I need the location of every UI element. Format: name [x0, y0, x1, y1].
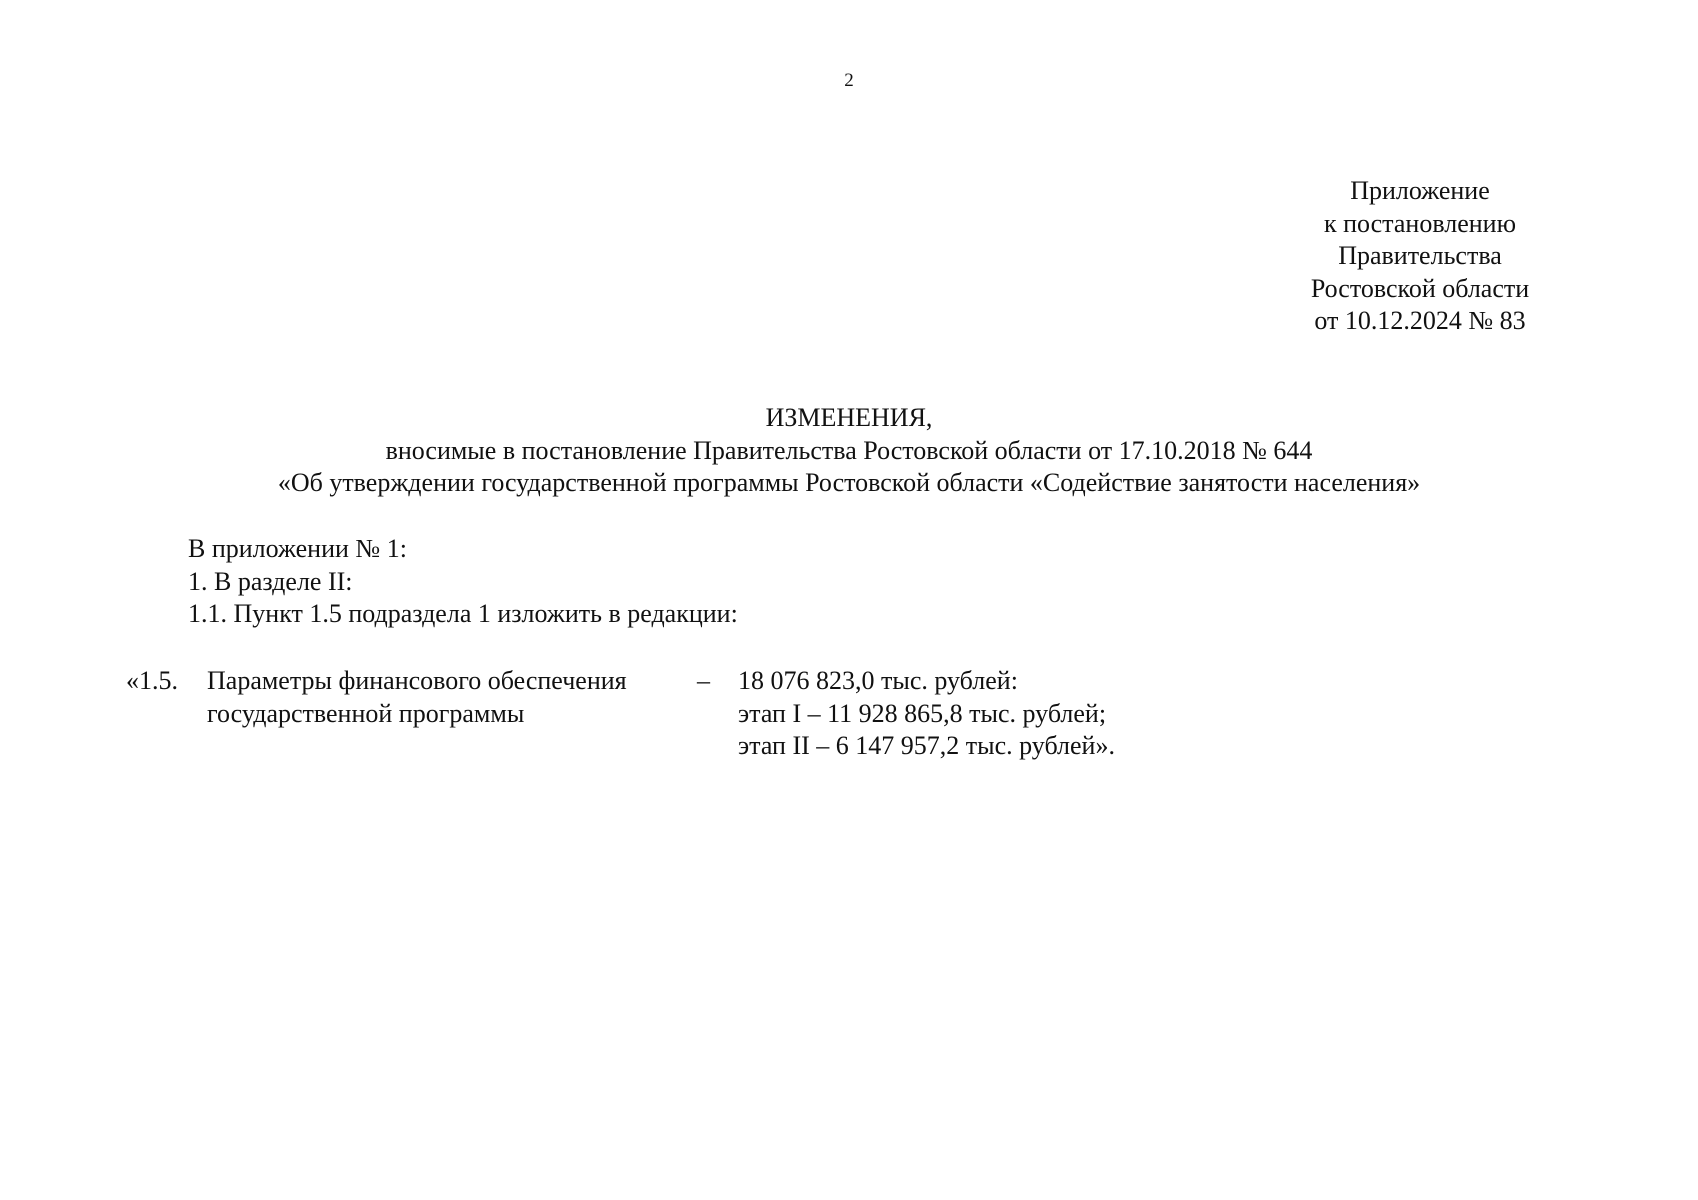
body-line: 1.1. Пункт 1.5 подраздела 1 изложить в редакции:	[188, 599, 738, 628]
title-heading: ИЗМЕНЕНИЯ,	[765, 403, 933, 432]
parameter-value-line: этап II – 6 147 957,2 тыс. рублей».	[738, 731, 1115, 760]
title-line: «Об утверждении государственной программы Ростовской области «Содействие занятости населения»	[277, 468, 1421, 497]
appendix-line: Приложение	[1350, 176, 1490, 205]
appendix-reference	[1260, 175, 1580, 338]
parameter-label-line: Параметры финансового обеспечения	[207, 666, 627, 695]
parameter-value-line: этап I – 11 928 865,8 тыс. рублей;	[738, 698, 1107, 728]
body-text	[188, 533, 738, 631]
parameter-label-line: государственной программы	[207, 698, 525, 728]
body-line: В приложении № 1:	[188, 534, 407, 563]
appendix-line: от 10.12.2024 № 83	[1314, 306, 1526, 335]
title-line: вносимые в постановление Правительства Ростовской области от 17.10.2018 № 644	[385, 435, 1313, 465]
appendix-line: Правительства	[1338, 241, 1502, 270]
parameter-number: «1.5.	[126, 666, 178, 695]
parameter-label	[207, 665, 677, 730]
appendix-line: к постановлению	[1323, 208, 1517, 238]
parameter-dash: –	[697, 666, 710, 695]
document-title	[0, 402, 1698, 500]
parameter-value-line: 18 076 823,0 тыс. рублей:	[738, 666, 1018, 695]
appendix-line: Ростовской области	[1310, 273, 1530, 303]
page-number: 2	[844, 70, 854, 91]
parameter-values	[738, 665, 1115, 763]
body-line: 1. В разделе II:	[188, 566, 353, 596]
